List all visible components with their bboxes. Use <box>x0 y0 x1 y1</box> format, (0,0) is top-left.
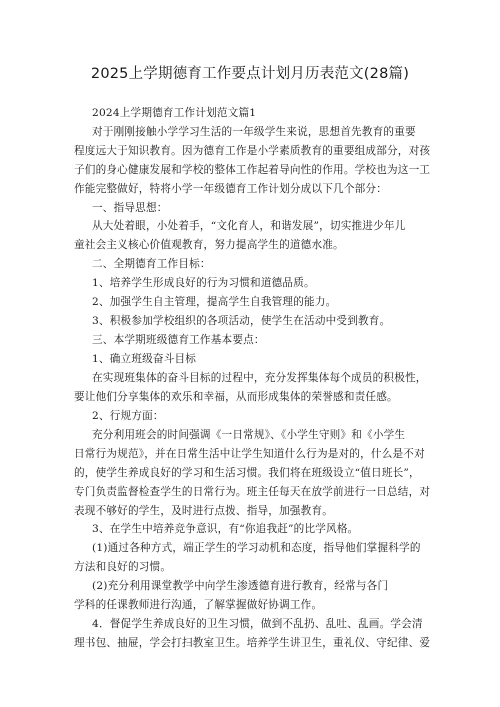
paragraph-line: (1)通过各种方式，端正学生的学习动机和态度，指导他们掌握科学的 <box>92 542 421 554</box>
paragraph-line: 要让他们分享集体的欢乐和幸福，从而形成集体的荣誉感和责任感。 <box>74 391 398 403</box>
paragraph-line: 专门负责监督检查学生的日常行为。班主任每天在放学前进行一日总结，对 <box>74 486 431 498</box>
paragraph-line: 4．督促学生养成良好的卫生习惯，做到不乱扔、乱吐、乱画。学会清 <box>92 618 423 630</box>
list-item: 2、加强学生自主管理，提高学生自我管理的能力。 <box>92 296 337 308</box>
section-heading: 一、指导思想： <box>92 202 168 214</box>
document-title: 2025上学期德育工作要点计划月历表范文(28篇) <box>90 66 410 82</box>
paragraph-line: 程度远大于知识教育。因为德育工作是小学素质教育的重要组成部分，对孩 <box>74 145 431 157</box>
section-heading: 2024上学期德育工作计划范文篇1 <box>92 107 257 119</box>
paragraph-line: 方法和良好的习惯。 <box>74 561 172 573</box>
paragraph-line: 从大处着眼，小处着手，“文化育人，和谐发展”，切实推进少年儿 <box>92 220 406 232</box>
paragraph-line: 日常行为规范》，并在日常生活中让学生知道什么行为是对的，什么是不对 <box>74 448 425 460</box>
paragraph-line: 充分利用班会的时间强调《一日常规》、《小学生守则》和《小学生 <box>92 429 406 441</box>
paragraph-line: 理书包、抽屉，学会打扫教室卫生。培养学生讲卫生，重礼仪、守纪律、爱 <box>74 637 431 649</box>
list-item: 3、积极参加学校组织的各项活动，使学生在活动中受到教育。 <box>92 315 391 327</box>
paragraph-line: 的，使学生养成良好的学习和生活习惯。我们将在班级设立“值日班长”， <box>74 467 420 479</box>
subsection-heading: 1、确立班级奋斗目标 <box>92 353 197 365</box>
paragraph-line: 对于刚刚接触小学学习生活的一年级学生来说，思想首先教育的重要 <box>92 126 416 138</box>
paragraph-line: 童社会主义核心价值观教育，努力提高学生的道德水准。 <box>74 239 344 251</box>
paragraph-line: (2)充分利用课堂教学中向学生渗透德育进行教育，经常与各门 <box>92 580 389 592</box>
paragraph-line: 子们的身心健康发展和学校的整体工作起着导向性的作用。学校也为这一工 <box>74 164 431 176</box>
paragraph-line: 学科的任课教师进行沟通，了解掌握做好协调工作。 <box>74 599 323 611</box>
subsection-heading: 3、在学生中培养竞争意识，有“你追我赶”的比学风格。 <box>92 523 359 535</box>
list-item: 1、培养学生形成良好的行为习惯和道德品质。 <box>92 277 315 289</box>
paragraph-line: 表现不够好的学生，及时进行点拨、指导，加强教育。 <box>74 505 334 517</box>
paragraph-line: 在实现班集体的奋斗目标的过程中，充分发挥集体每个成员的积极性， <box>92 372 427 384</box>
section-heading: 二、全期德育工作目标： <box>92 258 211 270</box>
paragraph-line: 作能完整做好，特将小学一年级德育工作计划分成以下几个部分： <box>74 183 388 195</box>
subsection-heading: 2、行规方面： <box>92 410 164 422</box>
section-heading: 三、本学期班级德育工作基本要点： <box>92 334 265 346</box>
